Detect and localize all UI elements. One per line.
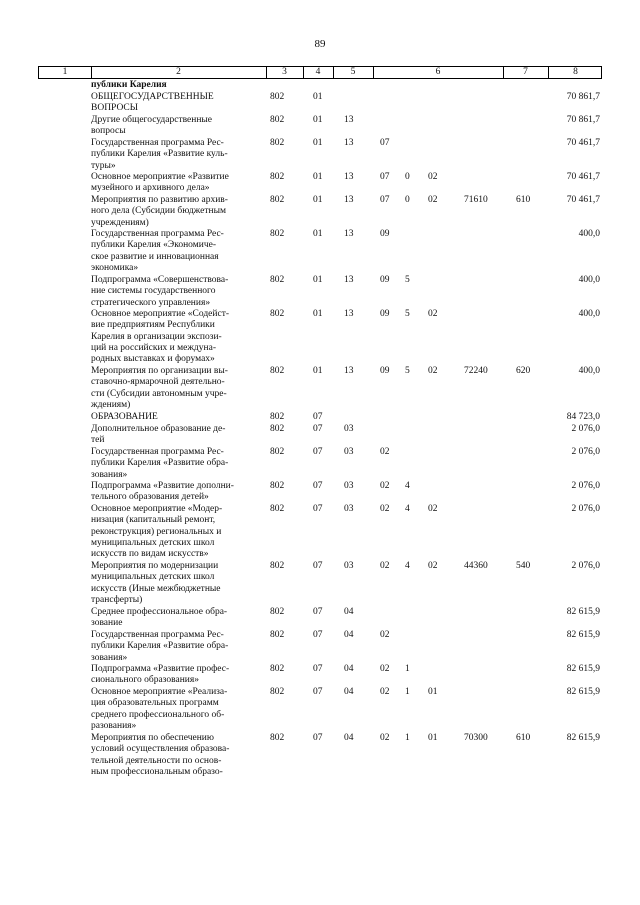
cell-c6c: 01 (428, 687, 438, 697)
cell-c3: 802 (270, 664, 285, 674)
cell-c5: 13 (344, 275, 354, 285)
cell-c5: 04 (344, 664, 354, 674)
cell-c3: 802 (270, 481, 285, 491)
cell-c3: 802 (270, 424, 285, 434)
cell-c6a: 02 (380, 687, 390, 697)
cell-c8: 70 461,7 (566, 172, 600, 182)
table-row (38, 687, 602, 733)
table-row (38, 80, 602, 92)
cell-c6a: 07 (380, 172, 390, 182)
header-col-1: 1 (62, 67, 68, 77)
cell-c6b: 1 (405, 664, 410, 674)
row-name: Подпрограмма «Совершенствова- ние системы государственного стратегического управления» (91, 275, 229, 308)
table-row (38, 447, 602, 481)
cell-c6b: 4 (405, 504, 410, 514)
cell-c3: 802 (270, 366, 285, 376)
cell-c8: 2 076,0 (571, 447, 600, 457)
row-name: ОБРАЗОВАНИЕ (91, 412, 158, 422)
cell-c6b: 4 (405, 481, 410, 491)
cell-c3: 802 (270, 275, 285, 285)
cell-c5: 13 (344, 309, 354, 319)
cell-c4: 01 (313, 366, 323, 376)
table-row (38, 412, 602, 424)
row-name: Подпрограмма «Развитие дополни- тельного образования детей» (91, 481, 234, 503)
cell-c3: 802 (270, 309, 285, 319)
cell-c3: 802 (270, 687, 285, 697)
cell-c6d: 71610 (464, 195, 488, 205)
cell-c3: 802 (270, 195, 285, 205)
cell-c4: 07 (313, 664, 323, 674)
cell-c6c: 02 (428, 561, 438, 571)
cell-c6a: 02 (380, 733, 390, 743)
cell-c4: 01 (313, 138, 323, 148)
cell-c6a: 09 (380, 366, 390, 376)
row-name: Дополнительное образование де- тей (91, 424, 226, 446)
cell-c3: 802 (270, 504, 285, 514)
cell-c8: 2 076,0 (571, 561, 600, 571)
cell-c8: 2 076,0 (571, 481, 600, 491)
cell-c4: 01 (313, 229, 323, 239)
cell-c8: 82 615,9 (566, 630, 600, 640)
cell-c6a: 02 (380, 504, 390, 514)
cell-c6c: 02 (428, 504, 438, 514)
cell-c3: 802 (270, 412, 285, 422)
table-row (38, 115, 602, 138)
table-body (38, 79, 602, 779)
cell-c6d: 44360 (464, 561, 488, 571)
cell-c8: 82 615,9 (566, 687, 600, 697)
cell-c4: 01 (313, 195, 323, 205)
cell-c4: 01 (313, 172, 323, 182)
cell-c5: 13 (344, 229, 354, 239)
header-col-8: 8 (573, 67, 578, 77)
table-row (38, 172, 602, 195)
cell-c5: 13 (344, 115, 354, 125)
cell-c7: 620 (516, 366, 531, 376)
table-row (38, 504, 602, 561)
header-col-2: 2 (176, 67, 181, 77)
header-col-5: 5 (350, 67, 356, 77)
table-row (38, 309, 602, 366)
cell-c6c: 01 (428, 733, 438, 743)
cell-c6d: 72240 (464, 366, 488, 376)
cell-c6c: 02 (428, 172, 438, 182)
cell-c6d: 70300 (464, 733, 488, 743)
row-name: Государственная программа Рес- публики Карелия «Развитие обра- зования» (91, 447, 229, 480)
cell-c6b: 1 (405, 687, 410, 697)
cell-c6b: 4 (405, 561, 410, 571)
cell-c8: 400,0 (578, 309, 600, 319)
cell-c4: 07 (313, 504, 323, 514)
cell-c6a: 07 (380, 138, 390, 148)
row-name: Государственная программа Рес- публики Карелия «Развитие обра- зования» (91, 630, 229, 663)
row-name: Основное мероприятие «Модер- низация (капитальный ремонт, реконструкция) региональных и муниципальных детских школ искусств по видам искусств» (91, 504, 223, 560)
cell-c4: 07 (313, 607, 323, 617)
table-row (38, 630, 602, 664)
header-col-3: 3 (282, 67, 287, 77)
row-name: Государственная программа Рес- публики Карелия «Экономиче- ское развитие и инновационная экономика» (91, 229, 224, 273)
row-name: Основное мероприятие «Развитие музейного и архивного дела» (91, 172, 229, 194)
cell-c6b: 0 (405, 172, 410, 182)
cell-c8: 70 461,7 (566, 195, 600, 205)
cell-c7: 610 (516, 195, 531, 205)
cell-c4: 01 (313, 115, 323, 125)
cell-c6b: 1 (405, 733, 410, 743)
row-name: публики Карелия (91, 80, 167, 90)
cell-c8: 82 615,9 (566, 733, 600, 743)
cell-c6a: 09 (380, 275, 390, 285)
cell-c6b: 0 (405, 195, 410, 205)
row-name: Государственная программа Рес- публики Карелия «Развитие куль- туры» (91, 138, 228, 171)
cell-c4: 07 (313, 412, 323, 422)
cell-c4: 01 (313, 92, 323, 102)
cell-c5: 03 (344, 447, 354, 457)
table-row (38, 733, 602, 779)
cell-c8: 70 461,7 (566, 138, 600, 148)
cell-c6b: 5 (405, 309, 410, 319)
cell-c8: 70 861,7 (566, 92, 600, 102)
cell-c3: 802 (270, 92, 285, 102)
cell-c3: 802 (270, 229, 285, 239)
cell-c4: 07 (313, 630, 323, 640)
cell-c6a: 02 (380, 561, 390, 571)
cell-c8: 400,0 (578, 366, 600, 376)
table-row (38, 607, 602, 630)
cell-c8: 70 861,7 (566, 115, 600, 125)
cell-c6a: 02 (380, 447, 390, 457)
cell-c5: 04 (344, 630, 354, 640)
cell-c6a: 02 (380, 481, 390, 491)
cell-c4: 07 (313, 447, 323, 457)
row-name: ОБЩЕГОСУДАРСТВЕННЫЕ ВОПРОСЫ (91, 92, 214, 114)
cell-c3: 802 (270, 447, 285, 457)
cell-c5: 04 (344, 733, 354, 743)
cell-c5: 04 (344, 687, 354, 697)
cell-c3: 802 (270, 733, 285, 743)
cell-c4: 07 (313, 561, 323, 571)
cell-c3: 802 (270, 630, 285, 640)
cell-c4: 01 (313, 309, 323, 319)
cell-c5: 03 (344, 424, 354, 434)
cell-c7: 610 (516, 733, 531, 743)
row-name: Мероприятия по модернизации муниципальных детских школ искусств (Иные межбюджетные трансферты) (91, 561, 221, 605)
cell-c6a: 02 (380, 664, 390, 674)
cell-c4: 07 (313, 733, 323, 743)
table-header (38, 66, 602, 79)
cell-c6b: 5 (405, 275, 410, 285)
row-name: Основное мероприятие «Реализа- ция образовательных программ среднего профессионального об- разования» (91, 687, 228, 731)
cell-c3: 802 (270, 115, 285, 125)
cell-c4: 01 (313, 275, 323, 285)
cell-c6a: 09 (380, 309, 390, 319)
cell-c5: 03 (344, 561, 354, 571)
table-row (38, 229, 602, 275)
cell-c4: 07 (313, 424, 323, 434)
cell-c8: 84 723,0 (566, 412, 600, 422)
cell-c3: 802 (270, 561, 285, 571)
cell-c6c: 02 (428, 309, 438, 319)
table-row (38, 561, 602, 607)
header-col-4: 4 (315, 67, 321, 77)
cell-c5: 13 (344, 138, 354, 148)
row-name: Среднее профессиональное обра- зование (91, 607, 228, 629)
cell-c8: 400,0 (578, 275, 600, 285)
cell-c3: 802 (270, 607, 285, 617)
cell-c4: 07 (313, 687, 323, 697)
row-name: Мероприятия по развитию архив- ного дела (Субсидии бюджетным учреждениям) (91, 195, 228, 228)
cell-c8: 82 615,9 (566, 664, 600, 674)
cell-c5: 13 (344, 366, 354, 376)
row-name: Мероприятия по организации вы- ставочно-ярмарочной деятельно- сти (Субсидии автономным учре- ждениям) (91, 366, 228, 410)
cell-c5: 13 (344, 172, 354, 182)
cell-c8: 2 076,0 (571, 504, 600, 514)
cell-c6a: 07 (380, 195, 390, 205)
table-row (38, 92, 602, 115)
cell-c6a: 09 (380, 229, 390, 239)
row-name: Другие общегосударственные вопросы (91, 115, 213, 137)
row-name: Основное мероприятие «Содейст- вие предприятиям Республики Карелия в организации экспози- ций на российских и междуна- родных выставках и форумах» (91, 309, 230, 365)
cell-c5: 13 (344, 195, 354, 205)
cell-c5: 03 (344, 481, 354, 491)
cell-c6c: 02 (428, 366, 438, 376)
cell-c8: 82 615,9 (566, 607, 600, 617)
row-name: Мероприятия по обеспечению условий осуществления образова- тельной деятельности по основ- ным профессиональным образо- (91, 733, 230, 777)
cell-c8: 400,0 (578, 229, 600, 239)
cell-c6c: 02 (428, 195, 438, 205)
page-number: 89 (314, 38, 326, 50)
cell-c7: 540 (516, 561, 531, 571)
header-col-7: 7 (523, 67, 528, 77)
budget-table (38, 66, 602, 779)
table-row (38, 366, 602, 412)
table-row (38, 275, 602, 309)
header-col-6: 6 (435, 67, 441, 77)
cell-c6b: 5 (405, 366, 410, 376)
table-row (38, 481, 602, 504)
table-row (38, 195, 602, 229)
cell-c6a: 02 (380, 630, 390, 640)
cell-c3: 802 (270, 172, 285, 182)
cell-c8: 2 076,0 (571, 424, 600, 434)
table-row (38, 424, 602, 447)
cell-c5: 03 (344, 504, 354, 514)
table-row (38, 138, 602, 172)
cell-c5: 04 (344, 607, 354, 617)
table-row (38, 664, 602, 687)
cell-c3: 802 (270, 138, 285, 148)
row-name: Подпрограмма «Развитие профес- сионального образования» (91, 664, 230, 686)
cell-c4: 07 (313, 481, 323, 491)
